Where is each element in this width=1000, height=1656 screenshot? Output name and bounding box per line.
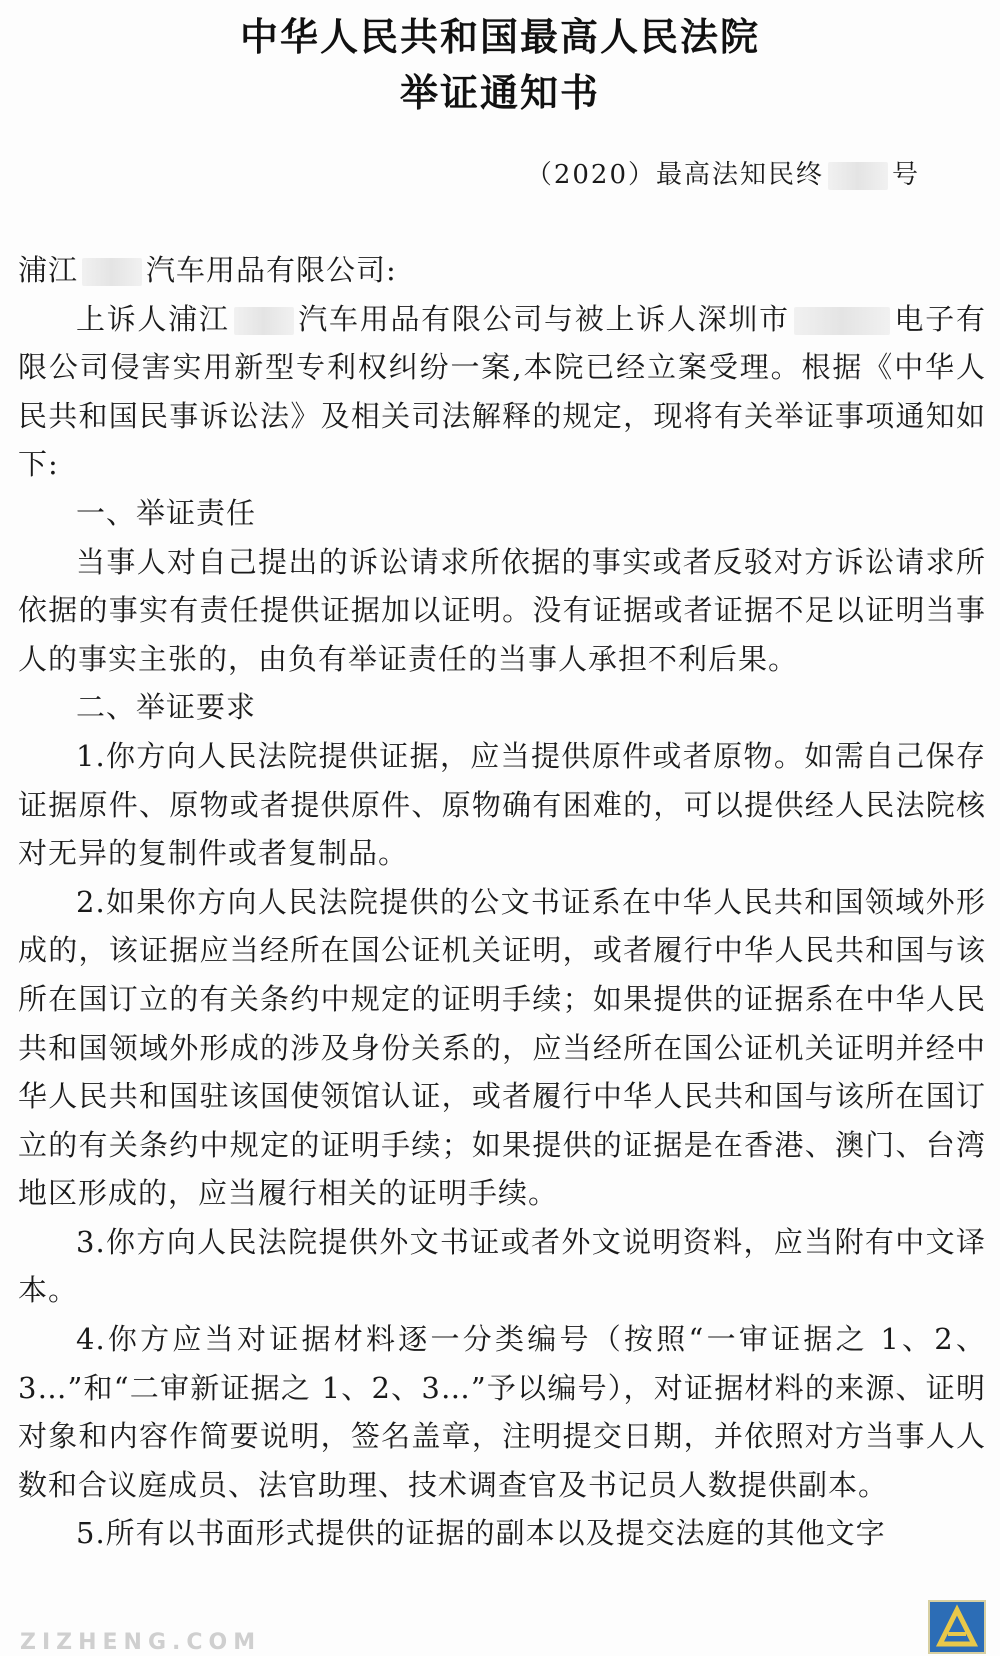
requirement-item-4: 4.你方应当对证据材料逐一分类编号（按照“一审证据之 1、2、3…”和“二审新证据之 1、2、3…”予以编号），对证据材料的来源、证明对象和内容作简要说明，签名盖章，注明提交日期，并依照对方当事人人数和合议庭成员、法官助理、技术调查官及书记员人数提供副本。 (18, 1322, 986, 1502)
section2-heading: 二、举证要求 (76, 690, 257, 725)
redacted-appellee-name (794, 307, 890, 335)
section1-heading: 一、举证责任 (76, 495, 257, 530)
intro-paragraph: 上诉人浦江 汽车用品有限公司与被上诉人深圳市 电子有限公司侵害实用新型专利权纠纷一案,本院已经立案受理。根据《中华人民共和国民事诉讼法》及相关司法解释的规定，现将有关举证事项通知如下: (18, 301, 986, 482)
case-number-prefix: （2020）最高法知民终 (525, 160, 824, 190)
redacted-company-name (82, 258, 142, 286)
section1-text: 当事人对自己提出的诉讼请求所依据的事实或者反驳对方诉讼请求所依据的事实有责任提供证据加以证明。没有证据或者证据不足以证明当事人的事实主张的，由负有举证责任的当事人承担不利后果。 (18, 544, 986, 676)
requirement-item-3: 3.你方向人民法院提供外文书证或者外文说明资料，应当附有中文译本。 (18, 1224, 986, 1308)
redacted-case-digits (828, 162, 888, 190)
court-name-heading: 中华人民共和国最高人民法院 (239, 15, 760, 59)
site-watermark: ZIZHENG.COM (20, 1630, 262, 1655)
case-number-suffix: 号 (891, 160, 920, 190)
redacted-appellant-name (234, 307, 294, 335)
document-body (18, 246, 986, 1558)
requirement-item-1: 1.你方向人民法院提供证据，应当提供原件或者原物。如需自己保存证据原件、原物或者提供原件、原物确有困难的，可以提供经人民法院核对无异的复制件或者复制品。 (18, 738, 986, 871)
requirement-item-5: 5.所有以书面形式提供的证据的副本以及提交法庭的其他文字 (76, 1516, 886, 1551)
recipient-line: 浦江 汽车用品有限公司: (18, 253, 397, 287)
requirement-item-2: 2.如果你方向人民法院提供的公文书证系在中华人民共和国领域外形成的，该证据应当经所在国公证机关证明，或者履行中华人民共和国与该所在国订立的有关条约中规定的证明手续；如果提供的证据系在中华人民共和国领域外形成的涉及身份关系的，应当经所在国公证机关证明并经中华人民共和国驻该国使领馆认证，或者履行中华人民共和国与该所在国订立的有关条约中规定的证明手续；如果提供的证据是在香港、澳门、台湾地区形成的，应当履行相关的证明手续。 (18, 884, 986, 1211)
document-title: 举证通知书 (399, 71, 600, 115)
site-logo-icon (928, 1600, 986, 1654)
case-number (526, 154, 920, 191)
